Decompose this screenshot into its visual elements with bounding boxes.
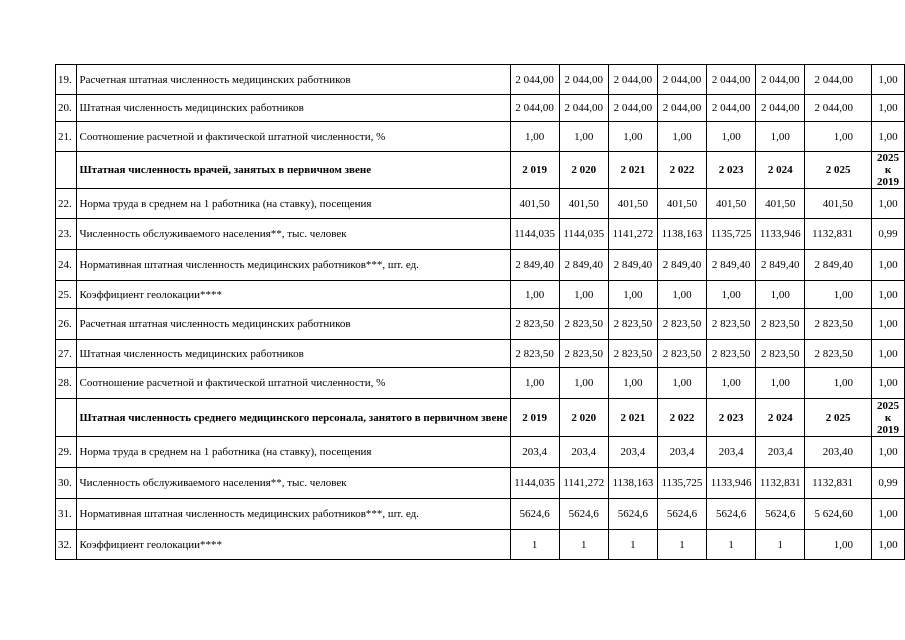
ratio-cell: 0,99: [871, 468, 904, 499]
year-value-cell: 2 022: [657, 152, 706, 189]
year-value-cell: 401,50: [510, 189, 559, 219]
year-value-cell: 2 044,00: [559, 65, 608, 95]
year-value-cell: 1,00: [657, 368, 706, 399]
year-value-cell: 203,40: [805, 437, 872, 468]
row-number: 20.: [56, 95, 77, 122]
row-number: 31.: [56, 499, 77, 530]
ratio-cell: 2025 к 2019: [871, 399, 904, 437]
year-value-cell: 5624,6: [510, 499, 559, 530]
row-description: Расчетная штатная численность медицинских работников: [77, 65, 510, 95]
year-value-cell: 2 044,00: [510, 65, 559, 95]
year-value-cell: 1138,163: [657, 219, 706, 250]
year-value-cell: 1135,725: [707, 219, 756, 250]
table-row: [56, 250, 905, 281]
year-value-cell: 2 823,50: [608, 340, 657, 368]
year-value-cell: 2 044,00: [510, 95, 559, 122]
year-value-cell: 1,00: [608, 122, 657, 152]
row-description: Нормативная штатная численность медицинских работников***, шт. ед.: [77, 250, 510, 281]
ratio-cell: 1,00: [871, 281, 904, 309]
year-value-cell: 2 044,00: [559, 95, 608, 122]
year-value-cell: 1,00: [559, 122, 608, 152]
year-value-cell: 401,50: [559, 189, 608, 219]
row-number: [56, 152, 77, 189]
table-row: [56, 309, 905, 340]
year-value-cell: 203,4: [608, 437, 657, 468]
row-description: Численность обслуживаемого населения**, тыс. человек: [77, 219, 510, 250]
ratio-cell: 1,00: [871, 530, 904, 560]
table-row: [56, 437, 905, 468]
year-value-cell: 1: [657, 530, 706, 560]
row-number: 25.: [56, 281, 77, 309]
year-value-cell: 5624,6: [657, 499, 706, 530]
row-number: 23.: [56, 219, 77, 250]
year-value-cell: 1,00: [756, 122, 805, 152]
year-value-cell: 2 044,00: [657, 95, 706, 122]
ratio-cell: 1,00: [871, 122, 904, 152]
ratio-cell: 1,00: [871, 95, 904, 122]
year-value-cell: 2 021: [608, 152, 657, 189]
year-value-cell: 1,00: [805, 368, 872, 399]
table-section-header-row: [56, 152, 905, 189]
year-value-cell: 2 022: [657, 399, 706, 437]
year-value-cell: 1,00: [657, 281, 706, 309]
row-description: Соотношение расчетной и фактической штатной численности, %: [77, 368, 510, 399]
row-description: Штатная численность медицинских работников: [77, 340, 510, 368]
row-description: Соотношение расчетной и фактической штатной численности, %: [77, 122, 510, 152]
year-value-cell: 203,4: [510, 437, 559, 468]
row-description: Коэффициент геолокации****: [77, 530, 510, 560]
year-value-cell: 2 044,00: [756, 65, 805, 95]
year-value-cell: 401,50: [608, 189, 657, 219]
table-row: [56, 95, 905, 122]
year-value-cell: 2 823,50: [756, 309, 805, 340]
table-row: [56, 189, 905, 219]
year-value-cell: 1141,272: [559, 468, 608, 499]
year-value-cell: 401,50: [756, 189, 805, 219]
ratio-cell: 1,00: [871, 250, 904, 281]
table-row: [56, 368, 905, 399]
year-value-cell: 203,4: [559, 437, 608, 468]
table-row: [56, 281, 905, 309]
table-section-header-row: [56, 399, 905, 437]
ratio-cell: 1,00: [871, 437, 904, 468]
year-value-cell: 401,50: [707, 189, 756, 219]
row-description: Норма труда в среднем на 1 работника (на ставку), посещения: [77, 189, 510, 219]
year-value-cell: 1,00: [756, 368, 805, 399]
year-value-cell: 1: [559, 530, 608, 560]
year-value-cell: 1132,831: [805, 468, 872, 499]
year-value-cell: 1144,035: [510, 219, 559, 250]
year-value-cell: 1,00: [608, 368, 657, 399]
year-value-cell: 1,00: [805, 530, 872, 560]
year-value-cell: 1,00: [707, 281, 756, 309]
row-number: 32.: [56, 530, 77, 560]
year-value-cell: 1: [756, 530, 805, 560]
year-value-cell: 2 823,50: [559, 309, 608, 340]
table-row: [56, 340, 905, 368]
year-value-cell: 2 020: [559, 152, 608, 189]
year-value-cell: 2 849,40: [559, 250, 608, 281]
year-value-cell: 2 849,40: [707, 250, 756, 281]
year-value-cell: 1132,831: [805, 219, 872, 250]
year-value-cell: 2 044,00: [608, 65, 657, 95]
year-value-cell: 2 025: [805, 399, 872, 437]
row-description: Штатная численность медицинских работников: [77, 95, 510, 122]
year-value-cell: 1,00: [510, 281, 559, 309]
row-description: Расчетная штатная численность медицинских работников: [77, 309, 510, 340]
year-value-cell: 1,00: [657, 122, 706, 152]
row-number: 21.: [56, 122, 77, 152]
year-value-cell: 1: [707, 530, 756, 560]
year-value-cell: 1: [510, 530, 559, 560]
year-value-cell: 2 823,50: [608, 309, 657, 340]
section-title: Штатная численность среднего медицинского персонала, занятого в первичном звене: [77, 399, 510, 437]
section-title: Штатная численность врачей, занятых в первичном звене: [77, 152, 510, 189]
row-description: Коэффициент геолокации****: [77, 281, 510, 309]
year-value-cell: 203,4: [707, 437, 756, 468]
year-value-cell: 1135,725: [657, 468, 706, 499]
year-value-cell: 2 823,50: [756, 340, 805, 368]
year-value-cell: 2 849,40: [657, 250, 706, 281]
year-value-cell: 1,00: [559, 368, 608, 399]
year-value-cell: 2 823,50: [805, 340, 872, 368]
year-value-cell: 2 823,50: [510, 340, 559, 368]
year-value-cell: 1,00: [559, 281, 608, 309]
year-value-cell: 1133,946: [707, 468, 756, 499]
year-value-cell: 203,4: [756, 437, 805, 468]
table-row: [56, 219, 905, 250]
year-value-cell: 5 624,60: [805, 499, 872, 530]
year-value-cell: 2 849,40: [756, 250, 805, 281]
year-value-cell: 5624,6: [559, 499, 608, 530]
row-description: Нормативная штатная численность медицинских работников***, шт. ед.: [77, 499, 510, 530]
year-value-cell: 2 849,40: [608, 250, 657, 281]
year-value-cell: 5624,6: [756, 499, 805, 530]
ratio-cell: 1,00: [871, 499, 904, 530]
year-value-cell: 2 019: [510, 152, 559, 189]
year-value-cell: 1: [608, 530, 657, 560]
year-value-cell: 2 044,00: [657, 65, 706, 95]
year-value-cell: 2 823,50: [510, 309, 559, 340]
ratio-cell: 1,00: [871, 368, 904, 399]
year-value-cell: 1,00: [805, 281, 872, 309]
row-number: 22.: [56, 189, 77, 219]
year-value-cell: 1138,163: [608, 468, 657, 499]
staffing-table: [55, 64, 905, 560]
year-value-cell: 2 849,40: [805, 250, 872, 281]
year-value-cell: 2 044,00: [756, 95, 805, 122]
year-value-cell: 2 823,50: [707, 340, 756, 368]
year-value-cell: 1,00: [510, 368, 559, 399]
year-value-cell: 2 023: [707, 399, 756, 437]
year-value-cell: 5624,6: [608, 499, 657, 530]
year-value-cell: 2 823,50: [559, 340, 608, 368]
row-number: 29.: [56, 437, 77, 468]
year-value-cell: 1133,946: [756, 219, 805, 250]
year-value-cell: 2 044,00: [608, 95, 657, 122]
year-value-cell: 1132,831: [756, 468, 805, 499]
row-number: 26.: [56, 309, 77, 340]
year-value-cell: 1,00: [756, 281, 805, 309]
table-body: [56, 65, 905, 560]
year-value-cell: 401,50: [805, 189, 872, 219]
year-value-cell: 2 044,00: [707, 65, 756, 95]
year-value-cell: 1144,035: [510, 468, 559, 499]
year-value-cell: 5624,6: [707, 499, 756, 530]
row-number: 19.: [56, 65, 77, 95]
year-value-cell: 1141,272: [608, 219, 657, 250]
ratio-cell: 1,00: [871, 309, 904, 340]
year-value-cell: 2 025: [805, 152, 872, 189]
table-row: [56, 499, 905, 530]
row-number: 24.: [56, 250, 77, 281]
ratio-cell: 0,99: [871, 219, 904, 250]
ratio-cell: 1,00: [871, 340, 904, 368]
row-number: 30.: [56, 468, 77, 499]
year-value-cell: 2 023: [707, 152, 756, 189]
table-row: [56, 530, 905, 560]
table-row: [56, 122, 905, 152]
year-value-cell: 2 019: [510, 399, 559, 437]
ratio-cell: 2025 к 2019: [871, 152, 904, 189]
year-value-cell: 1144,035: [559, 219, 608, 250]
year-value-cell: 2 044,00: [805, 95, 872, 122]
year-value-cell: 2 021: [608, 399, 657, 437]
year-value-cell: 1,00: [510, 122, 559, 152]
year-value-cell: 2 823,50: [657, 340, 706, 368]
year-value-cell: 1,00: [707, 122, 756, 152]
year-value-cell: 2 024: [756, 152, 805, 189]
year-value-cell: 2 020: [559, 399, 608, 437]
table-row: [56, 468, 905, 499]
year-value-cell: 2 044,00: [707, 95, 756, 122]
year-value-cell: 401,50: [657, 189, 706, 219]
year-value-cell: 1,00: [805, 122, 872, 152]
year-value-cell: 2 823,50: [657, 309, 706, 340]
year-value-cell: 2 849,40: [510, 250, 559, 281]
row-description: Численность обслуживаемого населения**, тыс. человек: [77, 468, 510, 499]
row-number: 28.: [56, 368, 77, 399]
year-value-cell: 2 024: [756, 399, 805, 437]
year-value-cell: 2 044,00: [805, 65, 872, 95]
ratio-cell: 1,00: [871, 189, 904, 219]
year-value-cell: 2 823,50: [707, 309, 756, 340]
row-description: Норма труда в среднем на 1 работника (на ставку), посещения: [77, 437, 510, 468]
row-number: 27.: [56, 340, 77, 368]
year-value-cell: 1,00: [707, 368, 756, 399]
year-value-cell: 2 823,50: [805, 309, 872, 340]
row-number: [56, 399, 77, 437]
year-value-cell: 203,4: [657, 437, 706, 468]
table-row: [56, 65, 905, 95]
ratio-cell: 1,00: [871, 65, 904, 95]
year-value-cell: 1,00: [608, 281, 657, 309]
